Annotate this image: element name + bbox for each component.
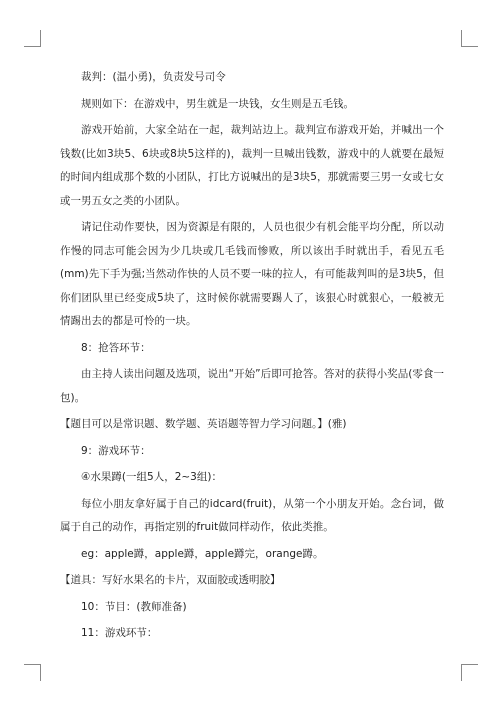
crop-mark-top-left [24,30,41,47]
paragraph-section-11: 11：游戏环节： [81,627,158,639]
paragraph-rules: 规则如下：在游戏中，男生就是一块钱，女生则是五毛钱。 [81,97,354,110]
paragraph-referee: 裁判：(温小勇)，负责发号司令 [81,71,226,83]
paragraph-quiz-desc: 由主持人读出问题及选项，说出“开始”后即可抢答。答对的获得小奖品(零食一包)。 [60,368,444,404]
crop-mark-top-right [461,30,478,47]
document-body [60,66,444,649]
paragraph-section-8: 8：抢答环节： [81,341,151,354]
paragraph-props: 【道具：写好水果名的卡片，双面胶或透明胶】 [60,574,281,586]
paragraph-example: eg：apple蹲，apple蹲，apple蹲完，orange蹲。 [81,547,324,560]
crop-mark-bottom-right [461,664,478,681]
paragraph-section-10: 10：节目：(教师准备) [81,600,187,613]
paragraph-fruit-squat: ④水果蹲(一组5人，2~3组)： [81,471,222,483]
paragraph-be-quick: 请记住动作要快，因为资源是有限的，人员也很少有机会能平均分配，所以动作慢的同志可能会因为少几块或几毛钱而惨败，所以该出手时就出手，看见五毛(mm)先下手为强;当然动作快的人员不要一味的拉人，有可能裁判叫的是3块5，但你们团队里已经变成5块了，这时候你就需要踢人了，该狠心时就狠心，一般被无情踢出去的都是可怜的一块。 [60,221,444,327]
paragraph-quiz-note: 【题目可以是常识题、数学题、英语题等智力学习问题。】(雅) [60,418,347,430]
paragraph-fruit-rules: 每位小朋友拿好属于自己的idcard(fruit)，从第一个小朋友开始。念台词，做属于自己的动作，再指定别的fruit做同样动作，依此类推。 [60,497,444,533]
paragraph-section-9: 9：游戏环节： [81,444,151,457]
paragraph-game-start: 游戏开始前，大家全站在一起，裁判站边上。裁判宣布游戏开始，并喊出一个钱数(比如3块5、6块或8块5这样的)，裁判一旦喊出钱数，游戏中的人就要在最短的时间内组成那个数的小团队，打比方说喊出的是3块5，那就需要三男一女或七女或一男五女之类的小团队。 [60,124,444,207]
crop-mark-bottom-left [24,664,41,681]
